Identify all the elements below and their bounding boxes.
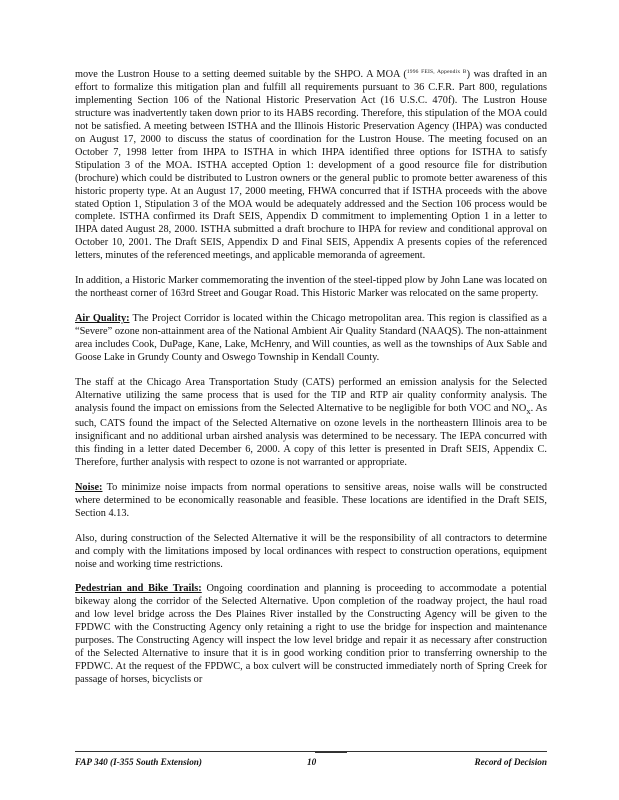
paragraph-text: Also, during construction of the Selected Alternative it will be the responsibility of all contractors to determine and comply with the limitations imposed by local ordinances with respect to construction operations, equipment noise and working time restrictions. (75, 532, 547, 570)
paragraph-noise (75, 482, 547, 521)
paragraph-lustron-house (75, 66, 547, 263)
paragraph-text: . As such, CATS found the impact of the Selected Alternative on ozone levels in the northeastern Illinois area to be insignificant and no additional urban airshed analysis was determined to be necessary. The IEPA concurred with this finding in a letter dated December 6, 2000. A copy of this letter is presented in Draft SEIS, Appendix C. Therefore, further analysis with respect to ozone is not warranted or appropriate. (75, 402, 547, 468)
paragraph-historic-marker (75, 275, 547, 301)
paragraph-text: Ongoing coordination and planning is proceeding to accommodate a potential bikeway along the corridor of the Selected Alternative. Upon completion of the roadway project, the haul road and low level bridge across the Des Plaines River installed by the Constructing Agency will be given to the FPDWC with the Constructing Agency only retaining a right to use the bridge for inspection and maintenance purposes. The Constructing Agency will inspect the low level bridge and repair it as necessary after construction of the Selected Alternative to insure that it is in good working condition prior to transferring ownership to the FPDWC. At the request of the FPDWC, a box culvert will be constructed immediately north of Spring Creek for passage of horses, bicyclists or (75, 583, 547, 686)
paragraph-construction-noise (75, 533, 547, 572)
document-body (75, 66, 547, 699)
paragraph-text: move the Lustron House to a setting deemed suitable by the SHPO. A MOA ( (75, 69, 407, 80)
page-number-underline (315, 752, 347, 753)
section-heading-pedestrian-bike-trails: Pedestrian and Bike Trails: (75, 583, 202, 595)
paragraph-text: ) was drafted in an effort to formalize this mitigation plan and fulfill all requirements pursuant to 36 C.F.R. Part 800, regulations implementing Section 106 of the National Historic Preservation Act (16 U.S.C. 470f). The Lustron House structure was inadvertently taken down prior to its HABS recording. Therefore, this stipulation of the MOA could not be satisfied. A meeting between ISTHA and the Illinois Historic Preservation Agency (IHPA) was conducted on August 17, 2000 to discuss the status of coordination for the Lustron House. The meeting focused on an October 7, 1998 letter from IHPA to ISTHA in which IHPA identified three options for ISTHA to satisfy Stipulation 3 of the MOA. ISTHA accepted Option 1: development of a good resource file for distribution (brochure) which could be distributed to Lustron owners or the general public to promote better awareness of this historic property type. At an August 17, 2000 meeting, FHWA concurred that if ISTHA proceeds with the above stated Option 1, Stipulation 3 of the MOA would be adequately addressed and the Section 106 process would be complete. ISTHA confirmed its Draft SEIS, Appendix D commitment to implementing Option 1 in a letter to IHPA dated August 28, 2000. ISTHA submitted a draft brochure to IHPA for review and conditional approval on October 10, 2001. The Draft SEIS, Appendix D and Final SEIS, Appendix A presents copies of the referenced letters, minutes of the referenced meetings, and applicable memoranda of agreement. (75, 69, 547, 262)
subscript-x: x (526, 405, 531, 416)
section-heading-noise: Noise: (75, 481, 103, 493)
footer-project-name: FAP 340 (I-355 South Extension) (75, 757, 202, 767)
paragraph-air-quality (75, 313, 547, 365)
citation-superscript: 1996 FEIS, Appendix B (406, 69, 467, 75)
paragraph-cats-analysis (75, 377, 547, 470)
footer-document-title: Record of Decision (474, 757, 547, 767)
page-footer (75, 757, 547, 771)
section-heading-air-quality: Air Quality: (75, 313, 130, 325)
footer-page-number: 10 (307, 757, 317, 767)
footer-divider (75, 751, 547, 752)
paragraph-text: To minimize noise impacts from normal operations to sensitive areas, noise walls will be constructed where determined to be economically reasonable and feasible. These locations are identified in the Draft SEIS, Section 4.13. (75, 481, 547, 519)
paragraph-text: In addition, a Historic Marker commemorating the invention of the steel-tipped plow by John Lane was located on the northeast corner of 163rd Street and Gougar Road. This Historic Marker was relocated on the same property. (75, 275, 547, 300)
paragraph-text: The staff at the Chicago Area Transportation Study (CATS) performed an emission analysis for the Selected Alternative utilizing the same process that is used for the TIP and RTP air quality conformity analysis. The analysis found the impact on emissions from the Selected Alternative to be negligible for both VOC and NO (75, 377, 547, 414)
paragraph-text: The Project Corridor is located within the Chicago metropolitan area. This region is classified as a “Severe” ozone non-attainment area of the National Ambient Air Quality Standard (NAAQS). The non-attainment area includes Cook, DuPage, Kane, Lake, McHenry, and Will counties, as well as the townships of Aux Sable and Goose Lake in Grundy County and Oswego Township in Kendall County. (75, 313, 547, 364)
paragraph-pedestrian-bike (75, 583, 547, 687)
